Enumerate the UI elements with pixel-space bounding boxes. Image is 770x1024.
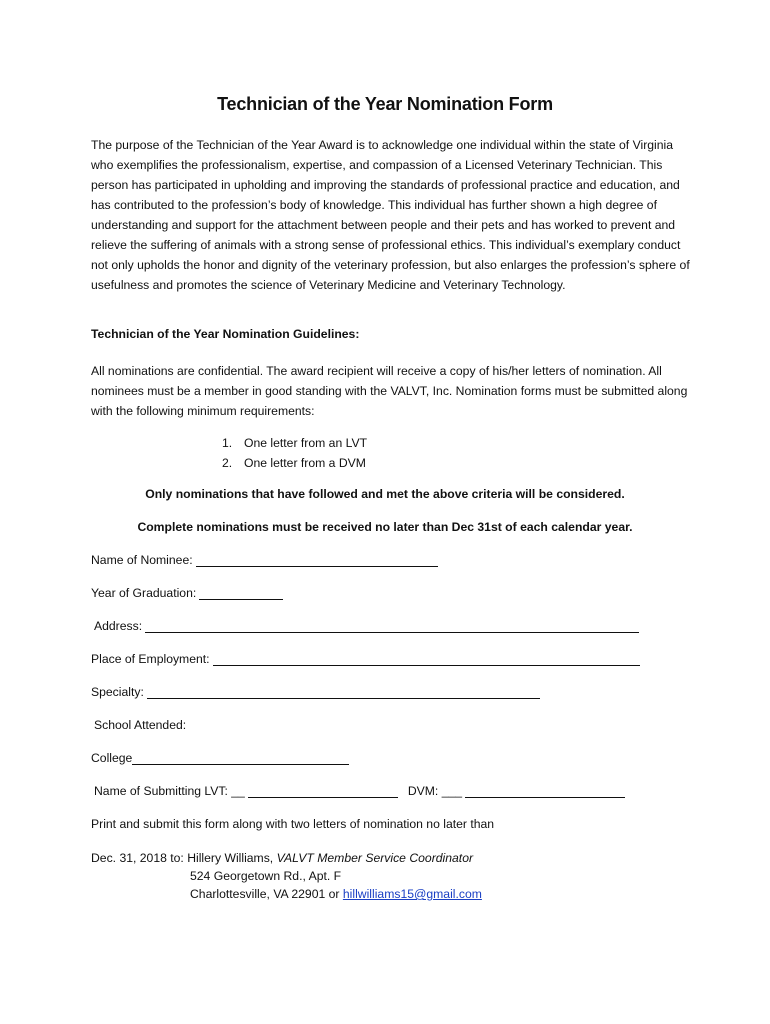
mailing-address	[91, 849, 482, 903]
requirements-list	[222, 433, 367, 473]
nominee-input-line[interactable]	[196, 554, 438, 567]
mailing-street: 524 Georgetown Rd., Apt. F	[190, 869, 342, 883]
email-link[interactable]: hillwilliams15@gmail.com	[342, 887, 482, 901]
criteria-note: Only nominations that have followed and met the above criteria will be considered.	[145, 487, 625, 501]
guidelines-heading: Technician of the Year Nomination Guidelines:	[91, 327, 360, 341]
mailing-prefix: Dec. 31, 2018 to: Hillery Williams,	[91, 851, 277, 865]
list-text: One letter from a DVM	[244, 456, 366, 470]
address-label: Address:	[94, 619, 143, 633]
list-number: 2.	[222, 456, 233, 470]
graduation-input-line[interactable]	[199, 587, 283, 600]
college-field	[91, 751, 349, 765]
submitting-lvt-field	[94, 784, 625, 798]
dvm-label: DVM: ___	[407, 784, 463, 798]
print-note: Print and submit this form along with two letters of nomination no later than	[91, 817, 495, 831]
employment-input-line[interactable]	[213, 653, 640, 666]
mailing-line-3	[91, 885, 482, 903]
submitting-lvt-label: Name of Submitting LVT: __	[94, 784, 245, 798]
specialty-label: Specialty:	[91, 685, 144, 699]
school-label: School Attended:	[94, 718, 187, 732]
college-input-line[interactable]	[132, 752, 349, 765]
mailing-line-1	[91, 849, 482, 867]
list-item	[222, 453, 367, 473]
list-item	[222, 433, 367, 453]
address-input-line[interactable]	[145, 620, 639, 633]
mailing-city: Charlottesville, VA 22901 or	[190, 887, 343, 901]
submitting-lvt-input-line[interactable]	[248, 785, 398, 798]
college-label: College	[91, 751, 133, 765]
mailing-role: VALVT Member Service Coordinator	[276, 851, 474, 865]
nominee-field	[91, 553, 438, 567]
school-field	[94, 718, 186, 732]
graduation-label: Year of Graduation:	[91, 586, 197, 600]
dvm-input-line[interactable]	[465, 785, 625, 798]
list-text: One letter from an LVT	[244, 436, 368, 450]
purpose-paragraph: The purpose of the Technician of the Year Award is to acknowledge one individual within the state of Virginia who exemplifies the professionalism, expertise, and compassion of a Licensed Veterinary Technician. This person has participated in upholding and improving the standards of professional practice and education, and has contributed to the profession’s body of knowledge. This individual has further shown a high degree of understanding and support for the attachment between people and their pets and has worked to prevent and relieve the suffering of animals with a strong sense of professional ethics. This individual’s exemplary conduct not only upholds the honor and dignity of the veterinary profession, but also enlarges the profession’s sphere of usefulness and promotes the science of Veterinary Medicine and Veterinary Technology.	[91, 138, 690, 292]
deadline-note: Complete nominations must be received no later than Dec 31st of each calendar year.	[137, 520, 633, 534]
specialty-input-line[interactable]	[147, 686, 540, 699]
specialty-field	[91, 685, 540, 699]
list-number: 1.	[222, 436, 233, 450]
address-field	[94, 619, 639, 633]
employment-field	[91, 652, 640, 666]
page-title: Technician of the Year Nomination Form	[217, 94, 553, 114]
guidelines-paragraph: All nominations are confidential. The award recipient will receive a copy of his/her letters of nomination. All nominees must be a member in good standing with the VALVT, Inc. Nomination forms must be submitted along with the following minimum requirements:	[91, 364, 688, 418]
nominee-label: Name of Nominee:	[91, 553, 193, 567]
employment-label: Place of Employment:	[91, 652, 210, 666]
graduation-field	[91, 586, 283, 600]
